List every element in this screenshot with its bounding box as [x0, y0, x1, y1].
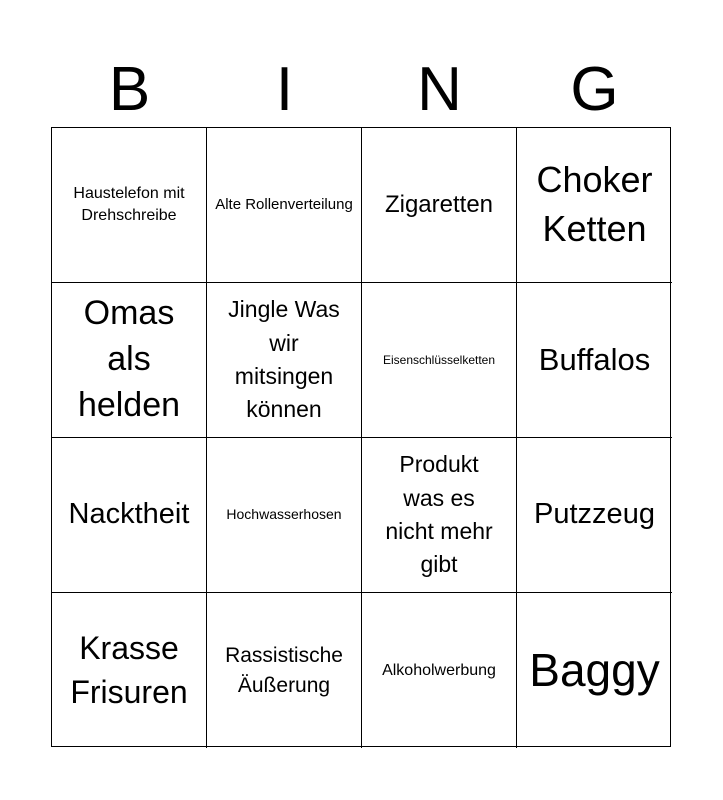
cell-label: Nacktheit [68, 498, 190, 531]
cell-label: Choker Ketten [536, 159, 653, 249]
bingo-cell-r2c4[interactable] [517, 283, 672, 438]
bingo-cell-r4c3[interactable] [362, 593, 517, 748]
bingo-cell-r3c3[interactable] [362, 438, 517, 593]
bingo-cell-r4c2[interactable] [207, 593, 362, 748]
bingo-cell-r1c2[interactable] [207, 128, 362, 283]
bingo-board [51, 127, 671, 747]
cell-label: Produkt was es nicht mehr gibt [385, 451, 493, 578]
cell-label: Buffalos [538, 341, 651, 377]
header-letter-n: N [417, 55, 462, 124]
bingo-cell-r4c4[interactable] [517, 593, 672, 748]
bingo-cell-r4c1[interactable] [52, 593, 207, 748]
cell-label: Zigaretten [384, 191, 494, 219]
header-letter-i: I [275, 55, 294, 124]
cell-label: Eisenschlüsselketten [382, 352, 496, 367]
bingo-cell-r3c2[interactable] [207, 438, 362, 593]
bingo-cell-r1c4[interactable] [517, 128, 672, 283]
bingo-cell-r3c4[interactable] [517, 438, 672, 593]
cell-label: Jingle Was wir mitsingen können [228, 296, 340, 423]
cell-label: Hochwasserhosen [226, 506, 342, 523]
cell-label: Omas als helden [77, 294, 181, 424]
header-letter-b: B [108, 55, 151, 124]
bingo-cell-r1c1[interactable] [52, 128, 207, 283]
cell-label: Rassistische Äußerung [225, 644, 343, 697]
bingo-cell-r1c3[interactable] [362, 128, 517, 283]
cell-label: Haustelefon mit Drehschreibe [73, 185, 185, 224]
bingo-header [52, 52, 672, 128]
bingo-cell-r2c3[interactable] [362, 283, 517, 438]
cell-label: Alkoholwerbung [382, 661, 496, 679]
bingo-cell-r2c1[interactable] [52, 283, 207, 438]
cell-label: Krasse Frisuren [70, 630, 188, 710]
cell-label: Alte Rollenverteilung [215, 195, 353, 213]
bingo-cell-r3c1[interactable] [52, 438, 207, 593]
cell-label: Putzzeug [534, 498, 655, 531]
bingo-cell-r2c2[interactable] [207, 283, 362, 438]
cell-label: Baggy [529, 643, 660, 696]
header-letter-g: G [570, 55, 619, 124]
